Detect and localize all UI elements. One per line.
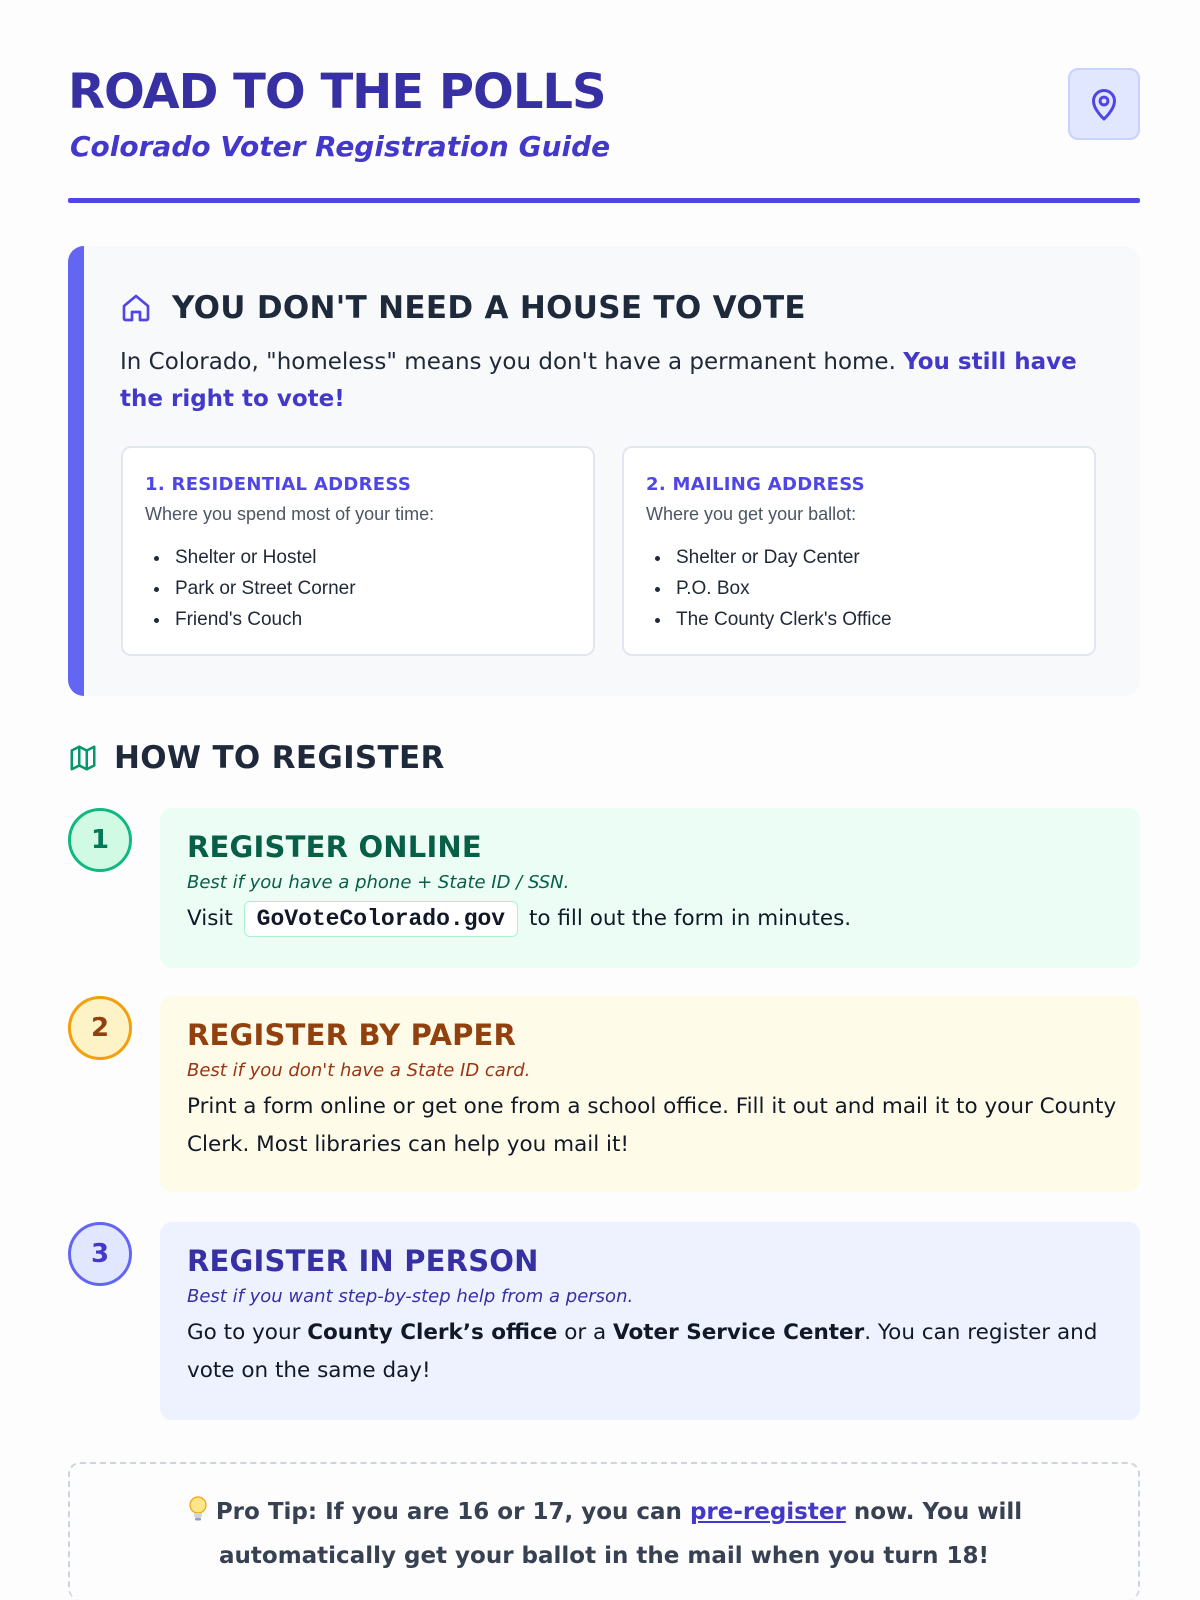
homeless-text [120, 344, 1100, 418]
step-body [187, 1314, 1117, 1390]
list-item: • Shelter or Day Center [672, 542, 892, 573]
residential-heading: 1. RESIDENTIAL ADDRESS [145, 474, 412, 495]
pro-tip-box [68, 1462, 1140, 1600]
mailing-description: Where you get your ballot: [646, 504, 857, 524]
list-item: • Friend's Couch [171, 604, 356, 635]
list-item: • Shelter or Hostel [171, 542, 356, 573]
homeless-description: In Colorado, "homeless" means you don't have a permanent home. [120, 349, 904, 375]
residential-list [171, 542, 356, 635]
website-code: GoVoteColorado.gov [244, 901, 518, 937]
guide-page [68, 0, 1140, 1600]
step-title: REGISTER ONLINE [187, 830, 482, 864]
step-body-text: Visit [187, 906, 233, 931]
location-button[interactable] [1068, 68, 1140, 140]
step-body-text: Go to your [187, 1320, 308, 1345]
step-3-number: 3 [68, 1222, 132, 1286]
step-subtitle: Best if you don't have a State ID card. [187, 1060, 531, 1081]
page-title: ROAD TO THE POLLS [68, 64, 606, 120]
how-to-register-heading: HOW TO REGISTER [114, 740, 445, 776]
step-2-number: 2 [68, 996, 132, 1060]
page-subtitle: Colorado Voter Registration Guide [70, 130, 611, 163]
step-1-number: 1 [68, 808, 132, 872]
step-body-text: . You can register and vote on the same day! [187, 1320, 1098, 1383]
residential-description: Where you spend most of your time: [145, 504, 435, 524]
step-register-by-paper [160, 996, 1140, 1192]
homeless-heading: YOU DON'T NEED A HOUSE TO VOTE [172, 290, 806, 326]
voter-service-center: Voter Service Center [613, 1320, 865, 1345]
tip-text: Pro Tip: If you are 16 or 17, you can [215, 1499, 690, 1525]
lightbulb-icon [186, 1495, 210, 1536]
homeless-highlight: You still have the right to vote! [120, 349, 1077, 412]
header-divider [68, 198, 1140, 203]
tip-text: now. You will automatically get your ballot in the mail when you turn 18! [219, 1499, 1023, 1569]
residential-address-box [121, 446, 595, 656]
mailing-heading: 2. MAILING ADDRESS [646, 474, 865, 495]
step-title: REGISTER BY PAPER [187, 1018, 517, 1052]
card-accent-bar [68, 246, 84, 696]
step-body-text: or a [557, 1320, 614, 1345]
list-item: • Park or Street Corner [171, 573, 356, 604]
map-pin-icon [1086, 86, 1122, 122]
step-subtitle: Best if you want step-by-step help from a person. [187, 1286, 634, 1307]
pre-register-link[interactable]: pre-register [689, 1499, 846, 1525]
how-to-register-heading-row [68, 740, 445, 776]
list-item: • P.O. Box [672, 573, 892, 604]
step-title: REGISTER IN PERSON [187, 1244, 539, 1278]
step-body: Print a form online or get one from a school office. Fill it out and mail it to your County Clerk. Most libraries can help you mail it! [187, 1094, 1117, 1157]
homeless-heading-row [120, 290, 806, 326]
step-body [187, 900, 1117, 938]
step-subtitle: Best if you have a phone + State ID / SSN. [187, 872, 570, 893]
list-item: • The County Clerk's Office [672, 604, 892, 635]
map-icon [68, 743, 98, 773]
homeless-info-card [68, 246, 1140, 696]
home-icon [120, 292, 152, 324]
step-register-online [160, 808, 1140, 968]
county-clerk-office: County Clerk’s office [307, 1320, 558, 1345]
step-body-text: to fill out the form in minutes. [528, 906, 852, 931]
mailing-address-box [622, 446, 1096, 656]
mailing-list [672, 542, 892, 635]
step-register-in-person [160, 1222, 1140, 1420]
header [68, 60, 1140, 205]
